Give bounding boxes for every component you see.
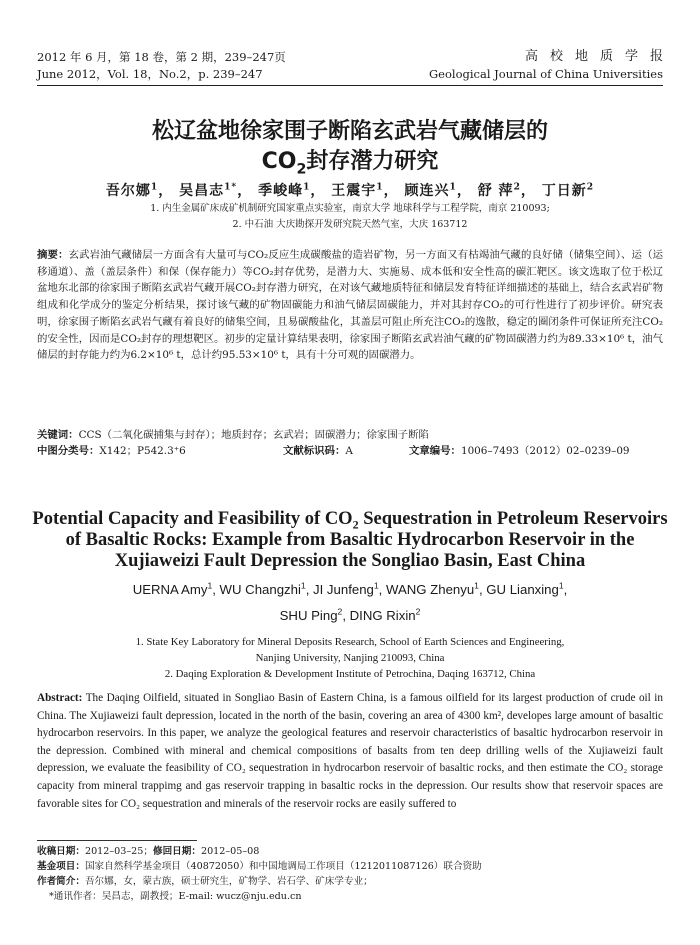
header-issue-cn: 2012 年 6 月，第 18 卷，第 2 期，239–247页	[37, 50, 286, 64]
english-title-line1: Potential Capacity and Feasibility of $CO_2$ Sequestration in Petroleum Reservoirs	[32, 509, 668, 532]
en-author: JI Junfeng	[313, 582, 374, 597]
header-issue-en: June 2012，Vol. 18，No.2，p. 239–247	[37, 67, 263, 81]
clc-number: X142；P542.3⁺6	[99, 445, 186, 457]
english-affiliations: 1. State Key Laboratory for Mineral Deposits Research, School of Earth Sciences and Engineering, Nanjing University, Nanjing 210093, China 2. Daqing Exploration & Development Institute of Petrochina, Daqing 163712, China	[135, 636, 565, 680]
english-abstract-label: Abstract:	[37, 692, 83, 704]
cn-author: 季峻峰	[258, 183, 304, 199]
article-number: 1006–7493（2012）02–0239–09	[460, 445, 630, 457]
english-title	[0, 509, 700, 572]
english-authors: UERNA Amy$^1$, WU Changzhi$^1$, JI Junfeng$^1$, WANG Zhenyu$^1$, GU Lianxing$^1$, SHU Ping$^2$, DING Rixin$^2$	[132, 580, 568, 623]
chinese-authors: 吾尔娜$^1$， 吴昌志$^{1*}$， 季峻峰$^1$， 王震宇$^1$， 顾连兴$^1$， 舒 萍$^2$， 丁日新$^2$	[105, 181, 595, 199]
en-author: WANG Zhenyu	[385, 582, 475, 597]
chinese-affiliation-1: 1. 内生金属矿床成矿机制研究国家重点实验室，南京大学 地球科学与工程学院，南京 210093;	[150, 203, 550, 214]
header-journal-cn: 高校地质学报	[524, 49, 675, 64]
classification-line: 中图分类号：X142；P542.3⁺6 文献标识码：A 文章编号：1006–7493（2012）02–0239–09	[37, 445, 630, 457]
en-author: WU Changzhi	[219, 582, 301, 597]
chinese-abstract-label: 摘要：	[37, 249, 69, 261]
chinese-title-line2: $CO_2$封存潜力研究	[261, 149, 439, 178]
cn-author: 顾连兴	[404, 183, 450, 199]
cn-author: 舒 萍	[477, 183, 514, 199]
en-author: UERNA Amy	[132, 582, 208, 597]
en-author: SHU Ping	[279, 608, 338, 623]
document-code: A	[345, 445, 353, 457]
footnote-dates: 收稿日期：2012–03–25；修回日期：2012–05–08	[37, 846, 260, 857]
english-abstract	[37, 690, 663, 813]
chinese-title-line1: 松辽盆地徐家围子断陷玄武岩气藏储层的	[151, 119, 548, 144]
en-author: GU Lianxing	[486, 582, 559, 597]
footnote-corresponding: *通讯作者：吴昌志，副教授；E-mail: wucz@nju.edu.cn	[49, 891, 302, 902]
english-title-line3: Xujiaweizi Fault Depression the Songliao Basin, East China	[114, 551, 586, 571]
chinese-affiliation-2: 2. 中石油 大庆勘探开发研究院天然气室，大庆 163712	[232, 219, 468, 230]
english-abstract-text: The Daqing Oilfield, situated in Songliao Basin of Eastern China, is a famous oilfield for its largest production of crude oil in China. The Xujiaweizi fault depression, located in the north of the basin, covering an area of 4300 km², developes large amount of basaltic hydrocarbon reservoirs. In this paper, we analyze the geological features and reservoir characteristics of basaltic hydrocarbon reservoir in the depression. Combined with mineral and chemical compositions of basalts from ten deep drilling wells of the Xujiaweizi fault depression, we evaluate the feasibility of CO₂ sequestration in hydrocarbon reservoir of basaltic rocks, and then estimate the CO₂ storage capacity from mineral trappimg and gas reservoir trapping in basaltic rocks in the depression. Our results show that reservoir spaces are favorable sites for CO₂ sequestration and minerals of the reservoir rocks are easily suffered to	[37, 692, 663, 810]
footnote-author-bio: 作者简介：吾尔娜，女，蒙古族，硕士研究生，矿物学、岩石学、矿床学专业；	[37, 876, 373, 887]
cn-author: 丁日新	[541, 183, 587, 199]
chinese-keywords: 关键词：CCS（二氧化碳捕集与封存）；地质封存；玄武岩；固碳潜力；徐家围子断陷	[37, 429, 429, 441]
chinese-title	[0, 117, 700, 177]
chinese-abstract	[37, 247, 663, 364]
footnote-rule	[37, 840, 197, 841]
chinese-abstract-text: 玄武岩油气藏储层一方面含有大量可与CO₂反应生成碳酸盐的造岩矿物，另一方面又有枯竭油气藏的良好储（储集空间）、运（运移通道）、盖（盖层条件）和保（保存能力）等CO₂封存优势，是潜力大、实施易、成本低和安全性高的碳汇靶区。该文选取了位于松辽盆地东北部的徐家围子断陷玄武岩气藏开展CO₂封存潜力研究，在对该气藏地质特征和储层发育特征详细描述的基础上，结合玄武岩矿物组成和化学成分的鉴定分析结果，探讨该气藏的矿物固碳能力和油气储层固碳能力，并对其封存CO₂的可行性进行了初步评价。研究表明，徐家围子断陷玄武岩气藏有着良好的储集空间，且易碳酸盐化，其盖层可阻止所充注CO₂的逸散，稳定的圈闭条件可保证所充注CO₂的安全性，因而是CO₂封存的理想靶区。初步的定量计算结果表明，徐家围子断陷玄武岩油气藏的矿物固碳潜力约为89.33×10⁶ t，油气储层的封存能力约为6.2×10⁶ t，总计约95.53×10⁶ t，具有十分可观的固碳潜力。	[37, 249, 664, 362]
journal-header	[37, 46, 675, 86]
header-journal-en: Geological Journal of China Universities	[428, 67, 663, 81]
en-author: DING Rixin	[349, 608, 416, 623]
english-title-line2: of Basaltic Rocks: Example from Basaltic Hydrocarbon Reservoir in the	[65, 530, 635, 550]
cn-author: 王震宇	[331, 183, 377, 199]
cn-author: 吴昌志	[179, 183, 225, 199]
footnote-funding: 基金项目：国家自然科学基金项目（40872050）和中国地调局工作项目（1212011087126）联合资助	[37, 861, 482, 872]
cn-author: 吾尔娜	[105, 183, 151, 199]
